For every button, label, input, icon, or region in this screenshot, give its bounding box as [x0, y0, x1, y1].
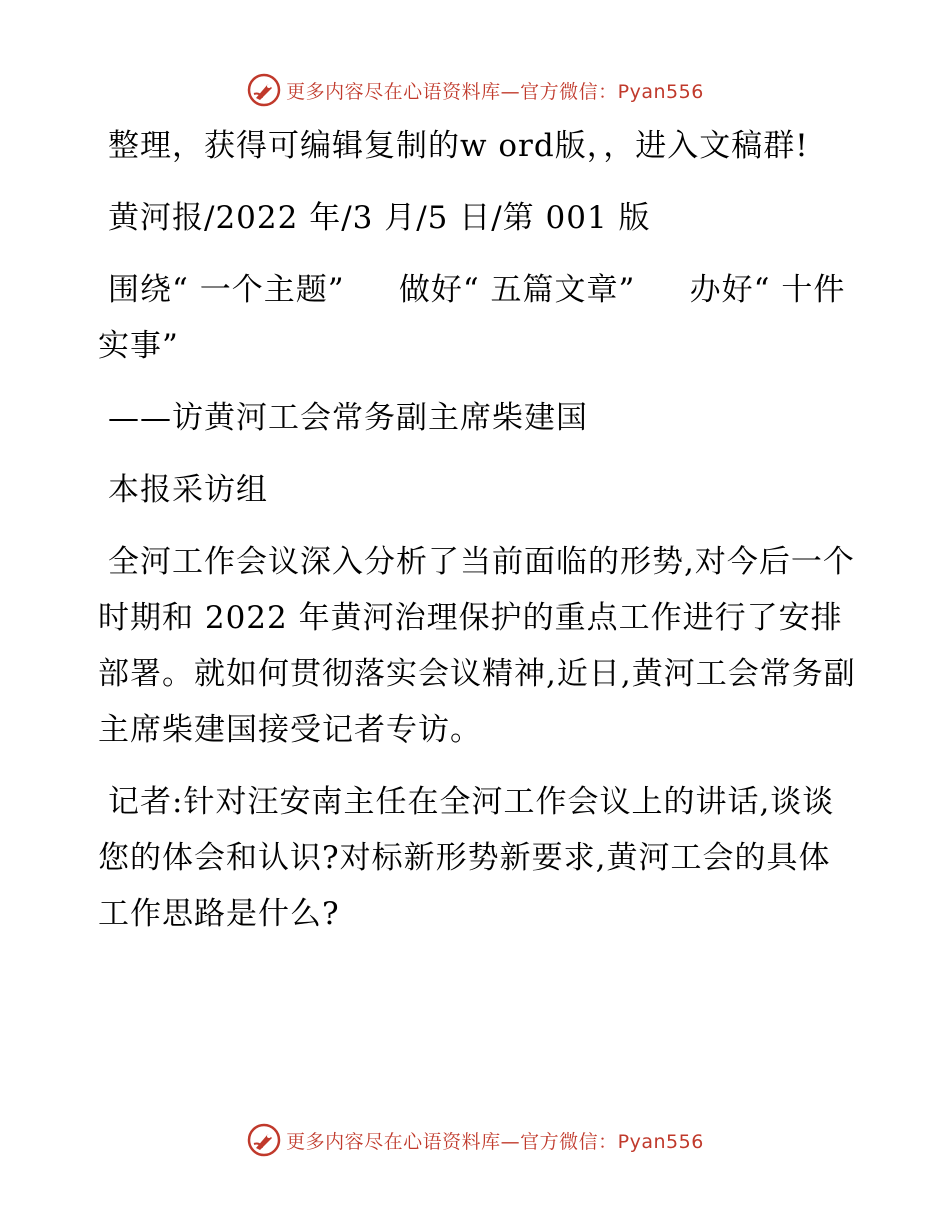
- document-body: [98, 118, 858, 958]
- header-banner: [0, 70, 950, 110]
- pen-nib-logo-icon: [246, 1122, 282, 1158]
- wechat-id: Pyan556: [617, 80, 704, 103]
- paragraph-question: 记者:针对汪安南主任在全河工作会议上的讲话,谈谈您的体会和认识?对标新形势新要求,黄河工会的具体工作思路是什么?: [98, 784, 835, 932]
- paragraph-intro: 整理，获得可编辑复制的w ord版，，进入文稿群!: [108, 128, 809, 164]
- paragraph-lead: 全河工作会议深入分析了当前面临的形势,对今后一个时期和 2022 年黄河治理保护的重点工作进行了安排部署。就如何贯彻落实会议精神,近日,黄河工会常务副主席柴建国接受记者专访。: [98, 544, 856, 748]
- paragraph-headline: 围绕“ 一个主题” 做好“ 五篇文章” 办好“ 十件实事”: [98, 272, 846, 364]
- banner-text: 更多内容尽在心语资料库—官方微信：Pyan556: [286, 80, 704, 103]
- pen-nib-logo-icon: [246, 72, 282, 108]
- wechat-id: Pyan556: [617, 1130, 704, 1153]
- paragraph-byline: 本报采访组: [108, 472, 268, 508]
- paragraph-source: 黄河报/2022 年/3 月/5 日/第 001 版: [108, 200, 651, 236]
- banner-text: 更多内容尽在心语资料库—官方微信：Pyan556: [286, 1130, 704, 1153]
- footer-banner: [0, 1120, 950, 1160]
- paragraph-subheadline: ——访黄河工会常务副主席柴建国: [108, 400, 588, 436]
